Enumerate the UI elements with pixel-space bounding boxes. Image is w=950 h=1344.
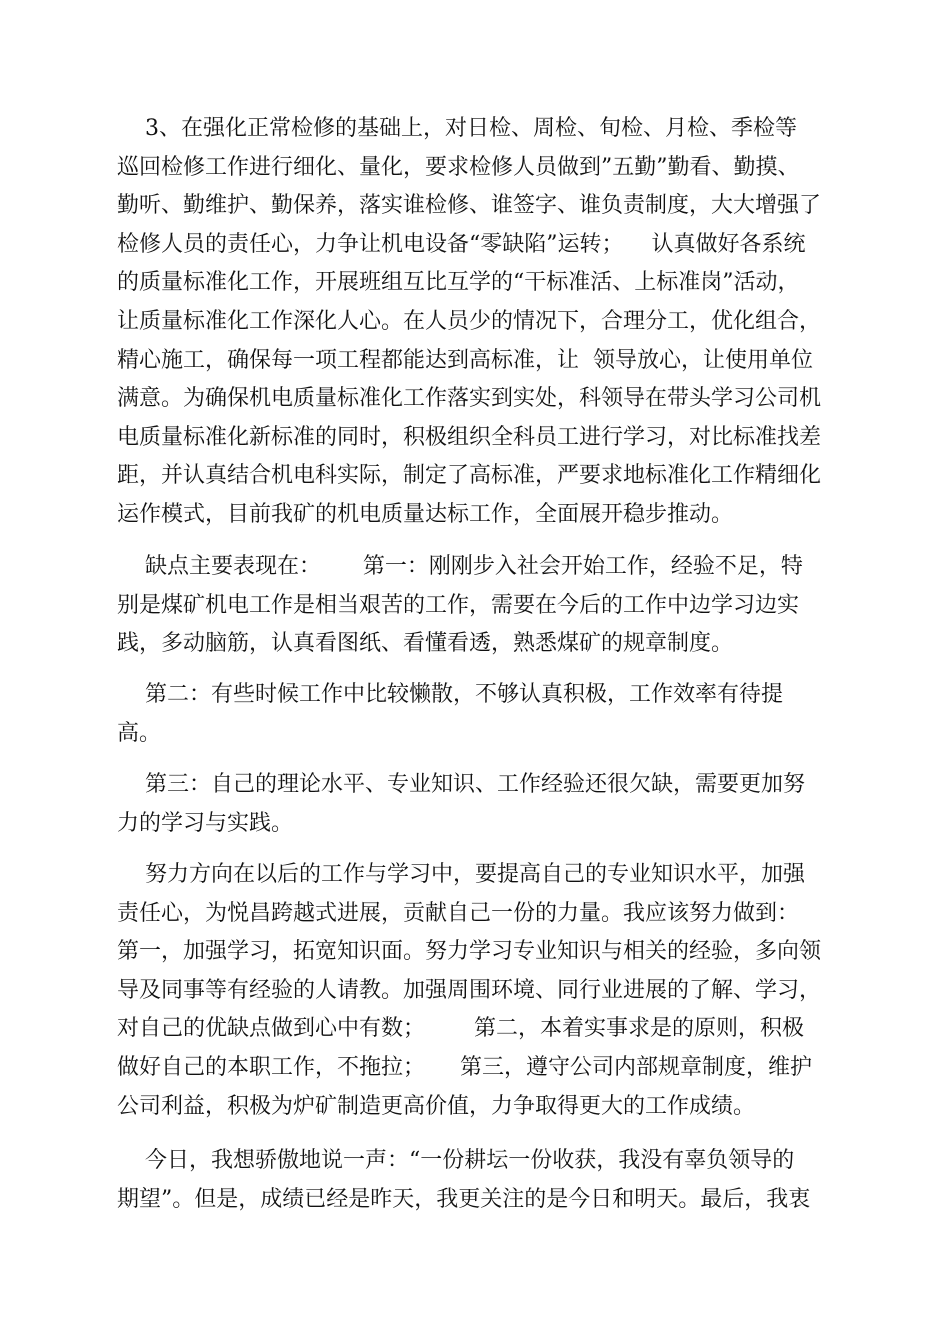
paragraph-conclusion [117, 1142, 833, 1219]
paragraph-shortcomings [117, 548, 833, 664]
text-line: 满意。为确保机电质量标准化工作落实到实处，科领导在带头学习公司机 [117, 386, 822, 412]
text-line: 第三：自己的理论水平、专业知识、工作经验还很欠缺，需要更加努 [117, 772, 805, 797]
text-line: 第二：有些时候工作中比较懒散，不够认真积极，工作效率有待提 [117, 682, 783, 707]
text-line: 今日，我想骄傲地说一声：“一份耕坛一份收获，我没有辜负领导的 [117, 1148, 795, 1173]
text-line: 别是煤矿机电工作是相当艰苦的工作，需要在今后的工作中边学习边实 [117, 592, 800, 618]
text-line: 检修人员的责任心，力争让机电设备“零缺陷”运转； 认真做好各系统 [117, 231, 806, 257]
text-line: 责任心，为悦昌跨越式进展，贡献自己一份的力量。我应该努力做到： [117, 900, 800, 926]
text-line: 公司利益，积极为炉矿制造更高价值，力争取得更大的工作成绩。 [117, 1093, 756, 1119]
text-line: 距，并认真结合机电科实际，制定了高标准，严要求地标准化工作精细化 [117, 463, 822, 489]
text-line: 做好自己的本职工作，不拖拉； 第三，遵守公司内部规章制度，维护 [117, 1054, 812, 1080]
text-line: 期望”。但是，成绩已经是昨天，我更关注的是今日和明天。最后，我衷 [117, 1186, 811, 1212]
text-line: 3、在强化正常检修的基础上，对日检、周检、旬检、月检、季检等 [117, 116, 797, 141]
text-line: 高。 [117, 720, 162, 746]
text-line: 精心施工，确保每一项工程都能达到高标准，让 领导放心，让使用单位 [117, 347, 813, 373]
text-line: 电质量标准化新标准的同时，积极组织全科员工进行学习，对比标准找差 [117, 424, 822, 450]
text-line: 对自己的优缺点做到心中有数； 第二，本着实事求是的原则，积极 [117, 1016, 804, 1042]
text-line: 努力方向在以后的工作与学习中，要提高自己的专业知识水平，加强 [117, 862, 805, 887]
paragraph-second-point [117, 676, 833, 753]
text-line: 缺点主要表现在： 第一：刚刚步入社会开始工作，经验不足，特 [117, 554, 803, 579]
text-line: 勤听、勤维护、勤保养，落实谁检修、谁签字、谁负责制度，大大增强了 [117, 193, 822, 219]
text-line: 第一，加强学习，拓宽知识面。努力学习专业知识与相关的经验，多向领 [117, 939, 822, 965]
text-line: 巡回检修工作进行细化、量化，要求检修人员做到”五勤”勤看、勤摸、 [117, 154, 800, 180]
text-line: 运作模式，目前我矿的机电质量达标工作，全面展开稳步推动。 [117, 501, 734, 527]
text-line: 的质量标准化工作，开展班组互比互学的“干标准活、上标准岗”活动， [117, 270, 800, 296]
paragraph-maintenance [117, 110, 833, 535]
paragraph-third-point [117, 766, 833, 843]
paragraph-direction [117, 856, 833, 1126]
text-line: 让质量标准化工作深化人心。在人员少的情况下，合理分工，优化组合， [117, 308, 822, 334]
text-line: 导及同事等有经验的人请教。加强周围环境、同行业进展的了解、学习， [117, 977, 822, 1003]
text-line: 力的学习与实践。 [117, 810, 294, 836]
text-line: 践，多动脑筋，认真看图纸、看懂看透，熟悉煤矿的规章制度。 [117, 631, 734, 657]
